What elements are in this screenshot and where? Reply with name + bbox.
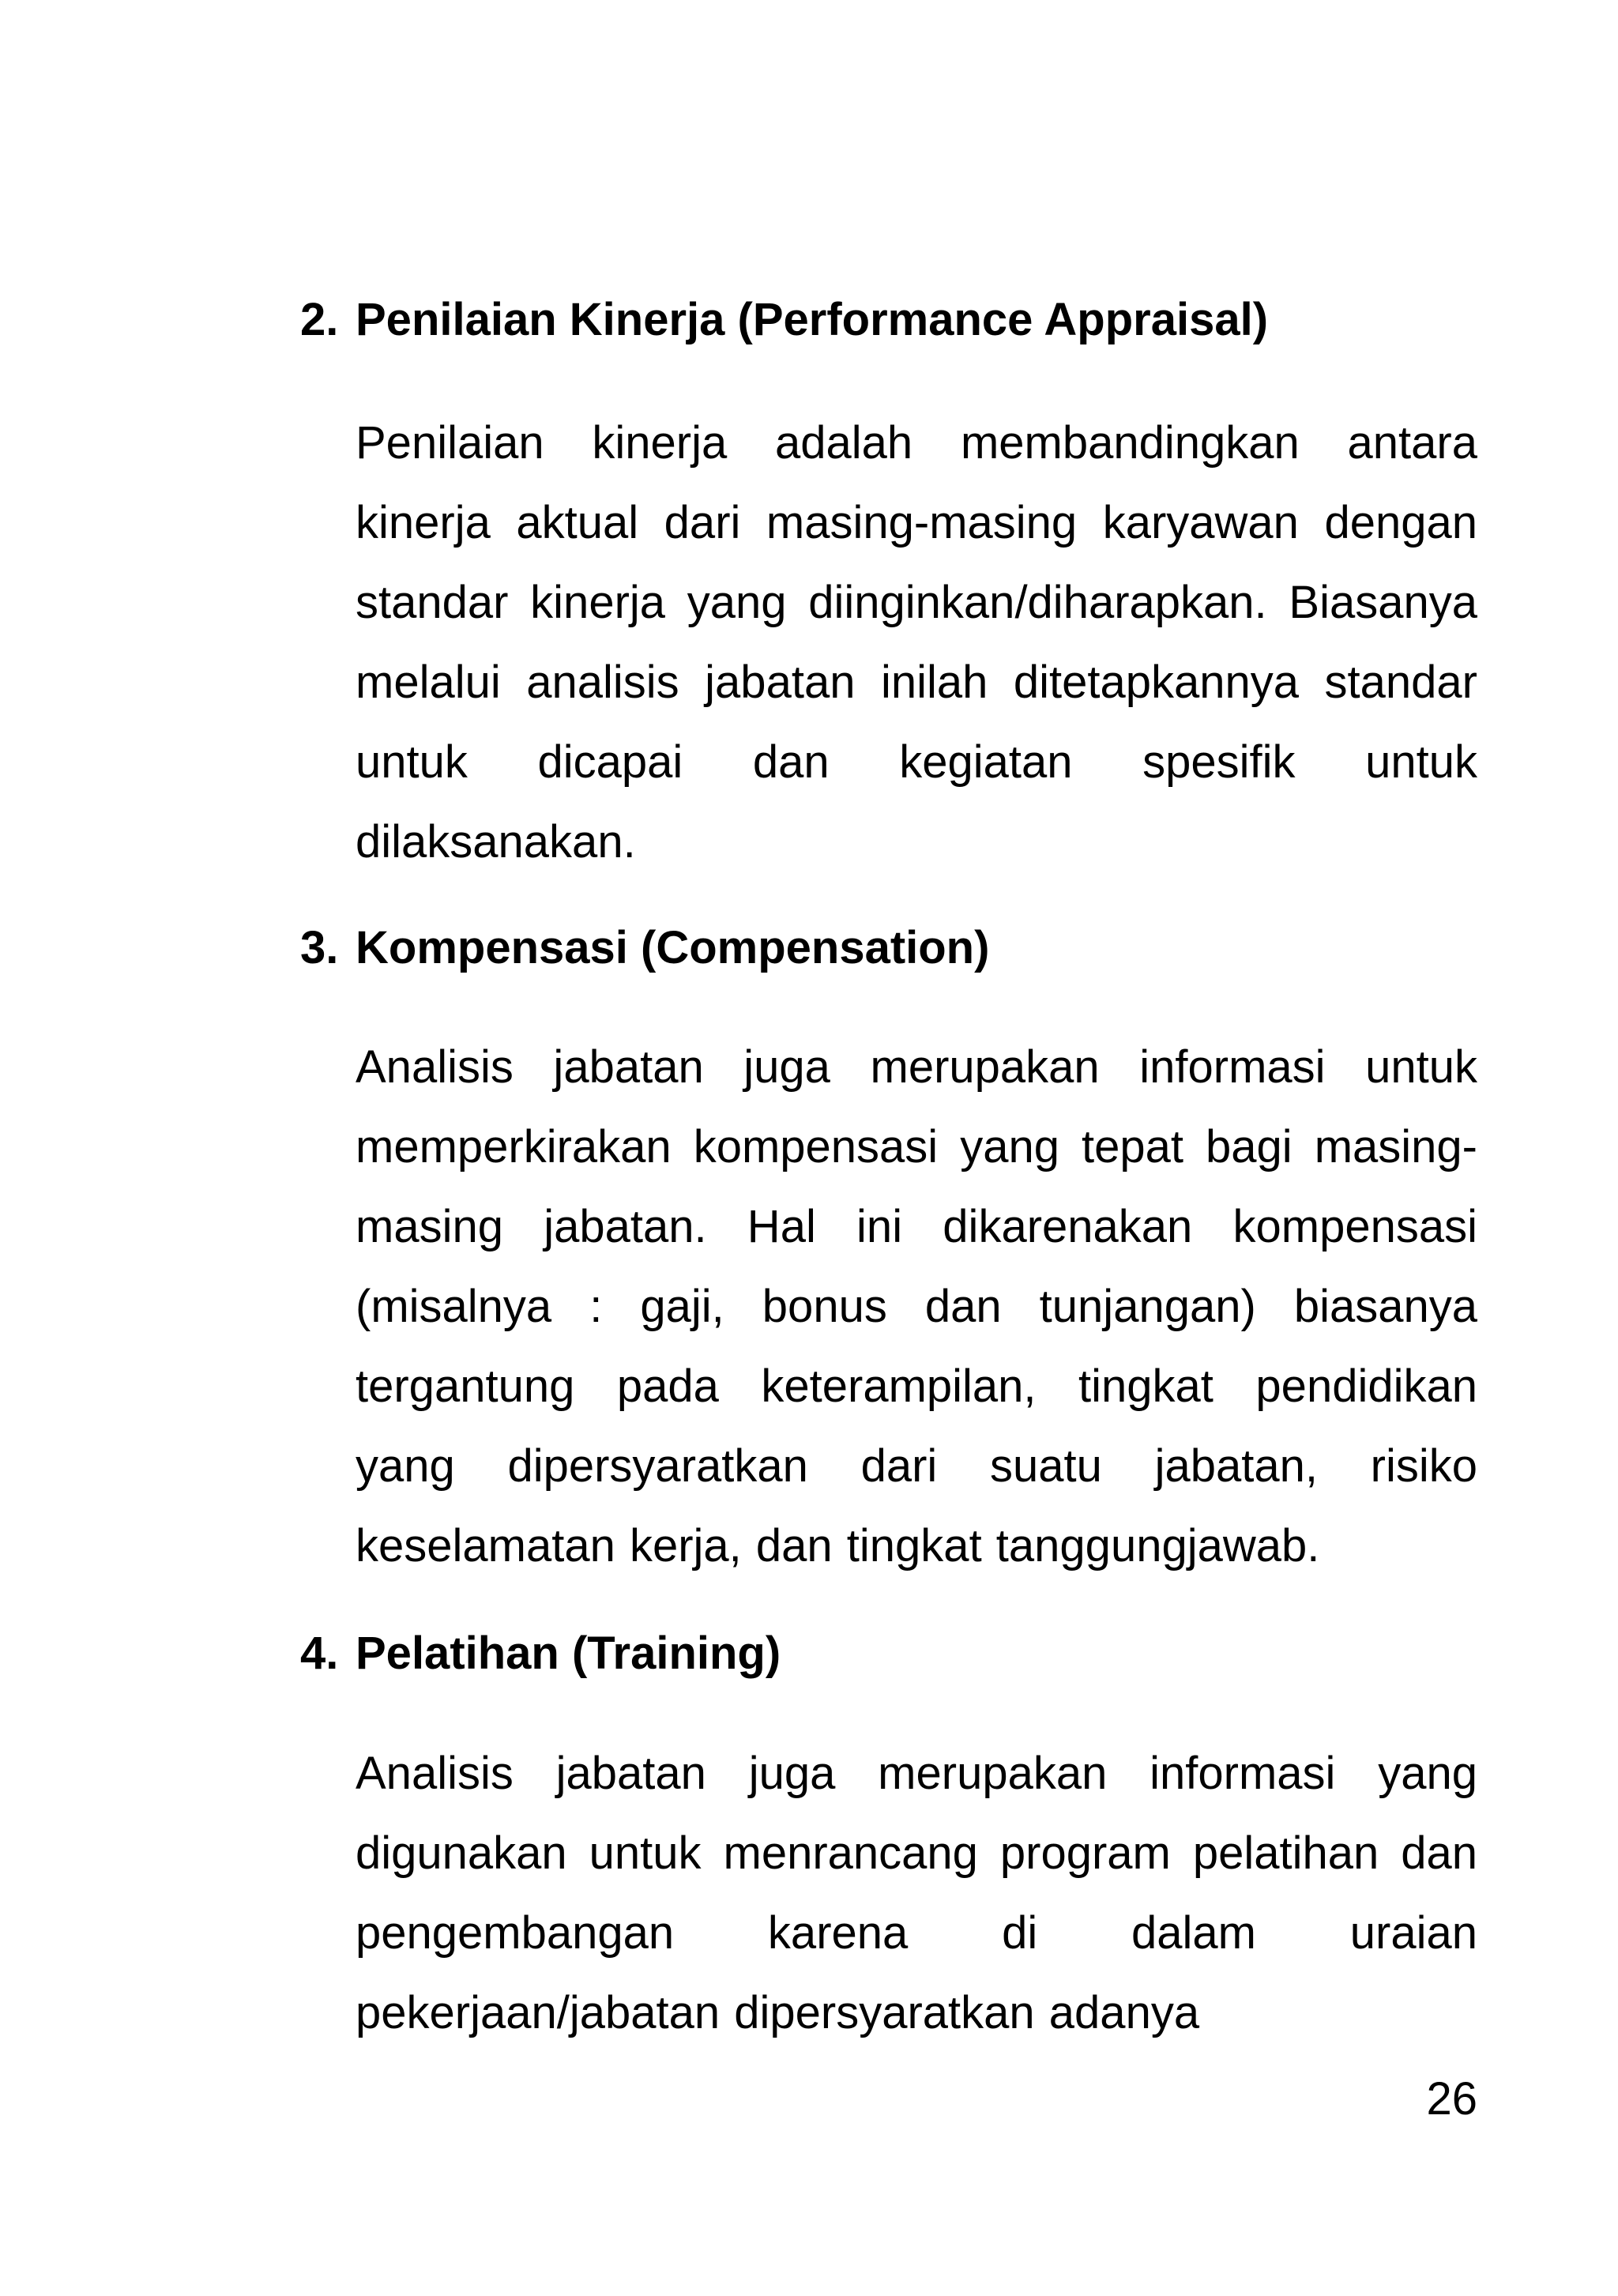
section-title: Pelatihan (Training) [356, 1628, 781, 1679]
section-compensation [300, 920, 1477, 1586]
page-number: 26 [1426, 2073, 1477, 2125]
section-heading [300, 292, 1477, 348]
section-paragraph: Analisis jabatan juga merupakan informasi untuk memperkirakan kompensasi yang tepat bagi masing-masing jabatan. Hal ini dikarenakan kompensasi (misalnya : gaji, bonus dan tunjangan) biasanya tergantung pada keterampilan, tingkat pendidikan yang dipersyaratkan dari suatu jabatan, risiko keselamatan kerja, dan tingkat tanggungjawab. [356, 1041, 1477, 1571]
section-heading [300, 1626, 1477, 1681]
section-paragraph: Penilaian kinerja adalah membandingkan antara kinerja aktual dari masing-masing karyawan dengan standar kinerja yang diinginkan/diharapkan. Biasanya melalui analisis jabatan inilah ditetapkannya standar untuk dicapai dan kegiatan spesifik untuk dilaksanakan. [356, 417, 1477, 868]
section-number: 3. [300, 922, 339, 973]
section-training [300, 1626, 1477, 2053]
section-heading [300, 920, 1477, 976]
section-paragraph: Analisis jabatan juga merupakan informasi yang digunakan untuk menrancang program pelatihan dan pengembangan karena di dalam uraian pekerjaan/jabatan dipersyaratkan adanya [356, 1748, 1477, 2038]
section-performance-appraisal [300, 292, 1477, 882]
section-title: Kompensasi (Compensation) [356, 922, 990, 973]
section-number: 4. [300, 1628, 339, 1679]
section-title: Penilaian Kinerja (Performance Appraisal) [356, 294, 1269, 345]
section-number: 2. [300, 294, 339, 345]
